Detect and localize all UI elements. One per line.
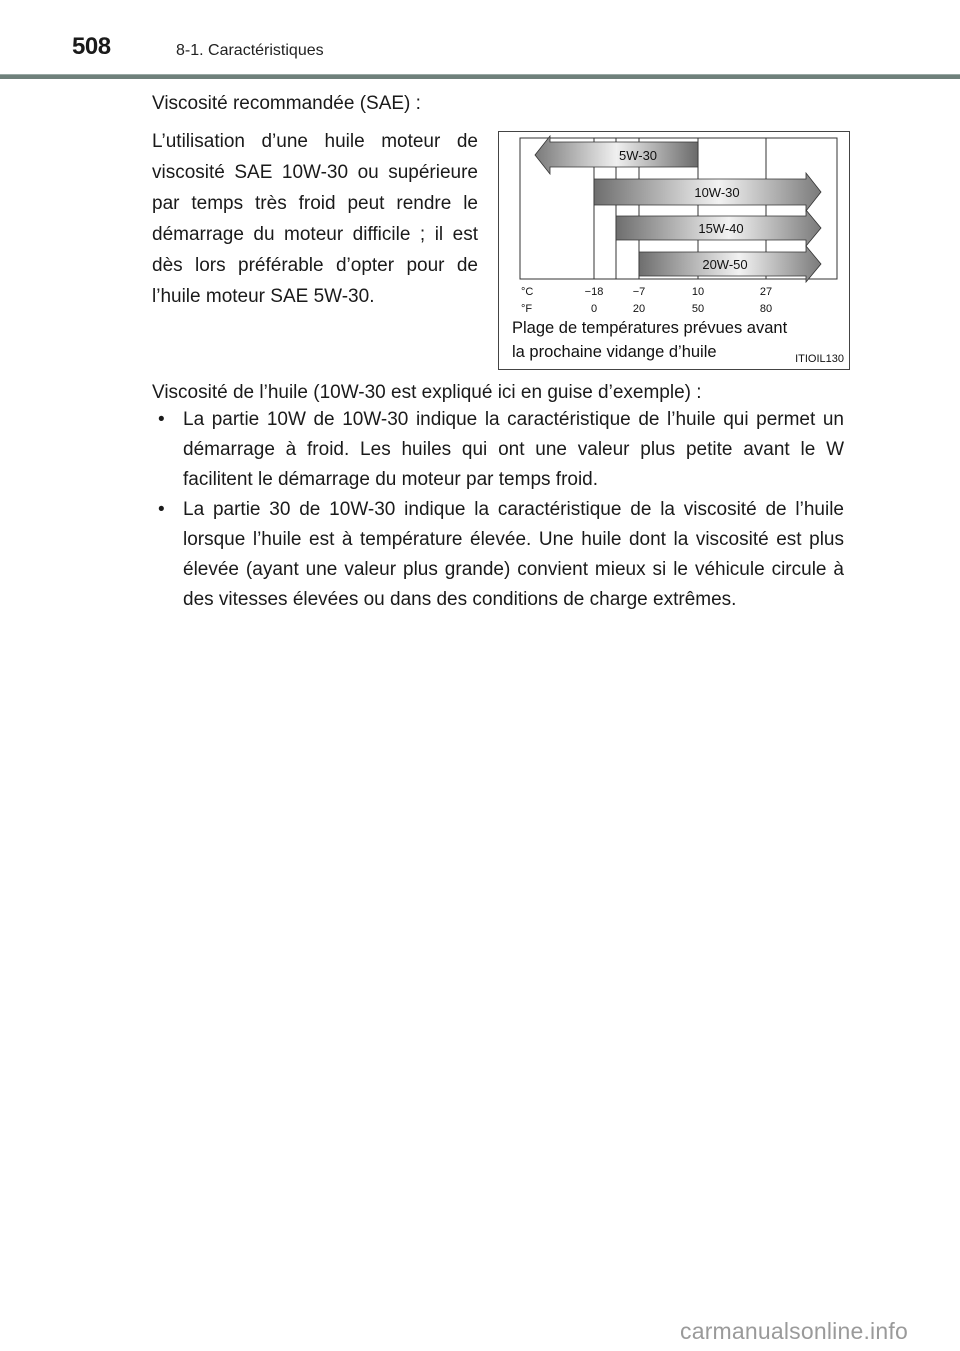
- tick-f-4: 80: [759, 303, 773, 315]
- figure-code: ITIOIL130: [795, 353, 844, 365]
- unit-fahrenheit: °F: [521, 303, 533, 315]
- list-item-text: La partie 30 de 10W-30 indique la caractéristique de la viscosité de l’huile lorsque l’huile est à température élevée. Une huile dont la viscosité est plus élevée (ayant une valeur plus grande) convient mieux si le véhicule circule à des vitesses élevées ou dans des conditions de charge extrêmes.: [183, 499, 844, 610]
- tick-f-1: 0: [590, 303, 598, 315]
- unit-celsius: °C: [521, 286, 534, 298]
- tick-f-2: 20: [632, 303, 646, 315]
- viscosity-chart: [498, 131, 850, 370]
- bar-label-10w30: 10W-30: [694, 185, 740, 200]
- tick-f-3: 50: [691, 303, 705, 315]
- explanation-list: [152, 405, 844, 615]
- tick-c-2: −7: [632, 286, 646, 298]
- caption-line-2: la prochaine vidange d’huile: [512, 343, 717, 361]
- tick-c-4: 27: [759, 286, 773, 298]
- caption-line-1: Plage de températures prévues avant: [512, 319, 788, 337]
- bar-label-20w50: 20W-50: [702, 257, 748, 272]
- bar-label-5w30: 5W-30: [618, 148, 658, 163]
- section-title: 8-1. Caractéristiques: [176, 42, 324, 59]
- intro-paragraph: L’utilisation d’une huile moteur de viscosité SAE 10W-30 ou supérieure par temps très froid peut rendre le démarrage du moteur difficile ; il est dès lors préférable d’opter pour de l’huile moteur SAE 5W-30.: [152, 131, 478, 307]
- list-item: [152, 495, 844, 615]
- explanation-title: Viscosité de l’huile (10W-30 est expliqué ici en guise d’exemple) :: [152, 382, 702, 403]
- watermark-link[interactable]: carmanualsonline.info: [680, 1318, 908, 1344]
- tick-c-1: −18: [584, 286, 604, 298]
- page-number: 508: [72, 33, 111, 60]
- list-item-text: La partie 10W de 10W-30 indique la caractéristique de l’huile qui permet un démarrage à froid. Les huiles qui ont une valeur plus petite avant le W facilitent le démarrage du moteur par temps froid.: [183, 409, 844, 490]
- bullet-icon: •: [158, 409, 165, 430]
- figure-caption: [512, 316, 787, 364]
- bullet-icon: •: [158, 499, 165, 520]
- list-item: [152, 405, 844, 495]
- tick-c-3: 10: [691, 286, 705, 298]
- bar-label-15w40: 15W-40: [698, 221, 744, 236]
- header-divider: [0, 74, 960, 79]
- subtitle: Viscosité recommandée (SAE) :: [152, 93, 421, 114]
